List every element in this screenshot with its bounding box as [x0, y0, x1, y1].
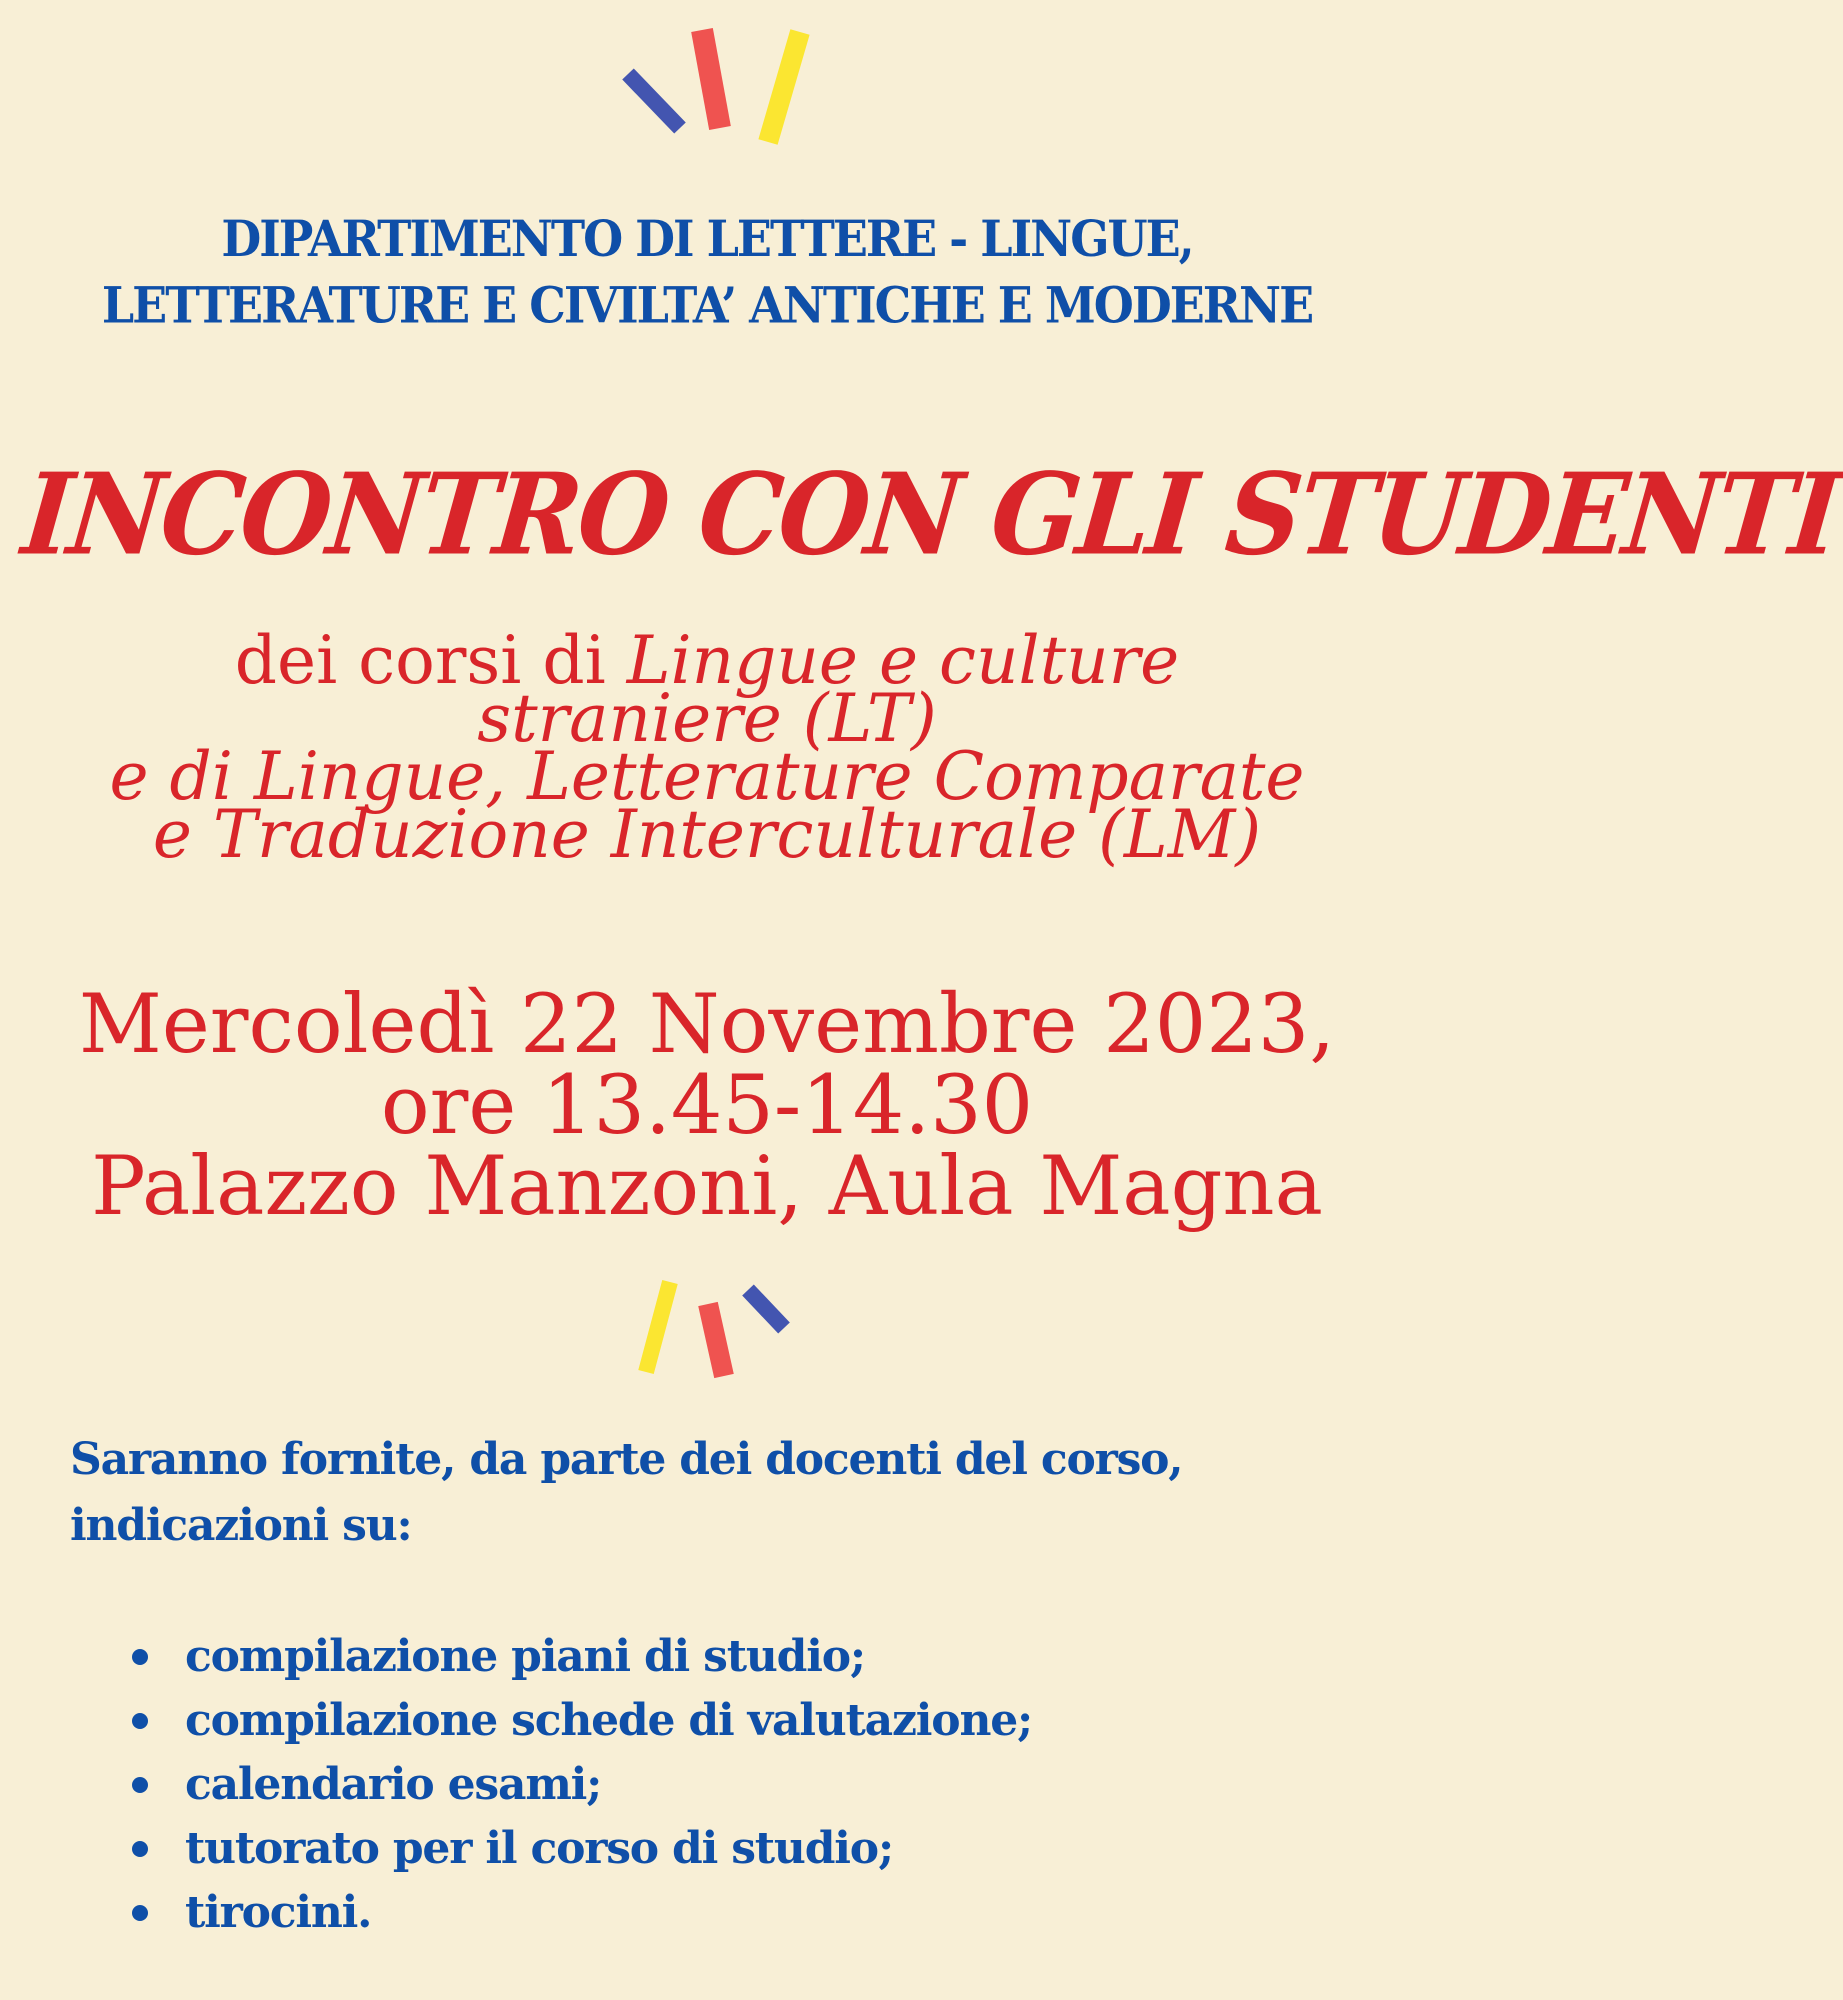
event-date: Mercoledì 22 Novembre 2023, — [78, 978, 1336, 1072]
topic-text: calendario esami; — [185, 1759, 602, 1810]
bullet-icon — [132, 1905, 148, 1921]
courses-line-4: e Traduzione Interculturale (LM) — [152, 796, 1262, 873]
bullet-icon — [132, 1777, 148, 1793]
courses-prefix: dei corsi di — [234, 622, 627, 699]
page-title: INCONTRO CON GLI STUDENTI — [17, 447, 1843, 581]
topic-text: compilazione schede di valutazione; — [185, 1695, 1033, 1746]
event-time: ore 13.45-14.30 — [380, 1059, 1034, 1153]
topic-text: compilazione piani di studio; — [185, 1631, 865, 1682]
yellow-stroke — [646, 1282, 670, 1372]
blue-stroke — [628, 74, 680, 128]
list-item — [130, 1753, 1032, 1817]
info-intro-line-2: indicazioni su: — [70, 1500, 412, 1551]
event-details — [20, 978, 1394, 1234]
list-item — [130, 1625, 1032, 1689]
courses-line-3: e di Lingue, Letterature Comparate — [109, 738, 1305, 815]
info-intro-line-1: Saranno fornite, da parte dei docenti del corso, — [70, 1434, 1183, 1485]
red-stroke — [702, 30, 720, 128]
topics-list — [130, 1625, 1032, 1945]
list-item — [130, 1881, 1032, 1945]
department-line-2: LETTERATURE E CIVILTA’ ANTICHE E MODERNE — [101, 276, 1313, 335]
yellow-stroke — [768, 32, 800, 142]
department-name — [30, 205, 1384, 339]
bullet-icon — [132, 1713, 148, 1729]
bullet-icon — [132, 1841, 148, 1857]
confetti-strokes-icon — [600, 18, 840, 168]
confetti-strokes-icon — [620, 1268, 800, 1408]
courses-lt-name: Lingue e culture — [626, 622, 1180, 699]
topic-text: tutorato per il corso di studio; — [185, 1823, 893, 1874]
courses-description — [40, 622, 1374, 873]
courses-line-2: straniere (LT) — [477, 680, 937, 757]
red-stroke — [708, 1304, 724, 1376]
list-item — [130, 1689, 1032, 1753]
event-location: Palazzo Manzoni, Aula Magna — [91, 1140, 1323, 1234]
bullet-icon — [132, 1649, 148, 1665]
list-item — [130, 1817, 1032, 1881]
topic-text: tirocini. — [185, 1887, 372, 1938]
department-line-1: DIPARTIMENTO DI LETTERE - LINGUE, — [221, 209, 1193, 268]
blue-stroke — [748, 1290, 784, 1328]
info-intro — [70, 1427, 1370, 1559]
